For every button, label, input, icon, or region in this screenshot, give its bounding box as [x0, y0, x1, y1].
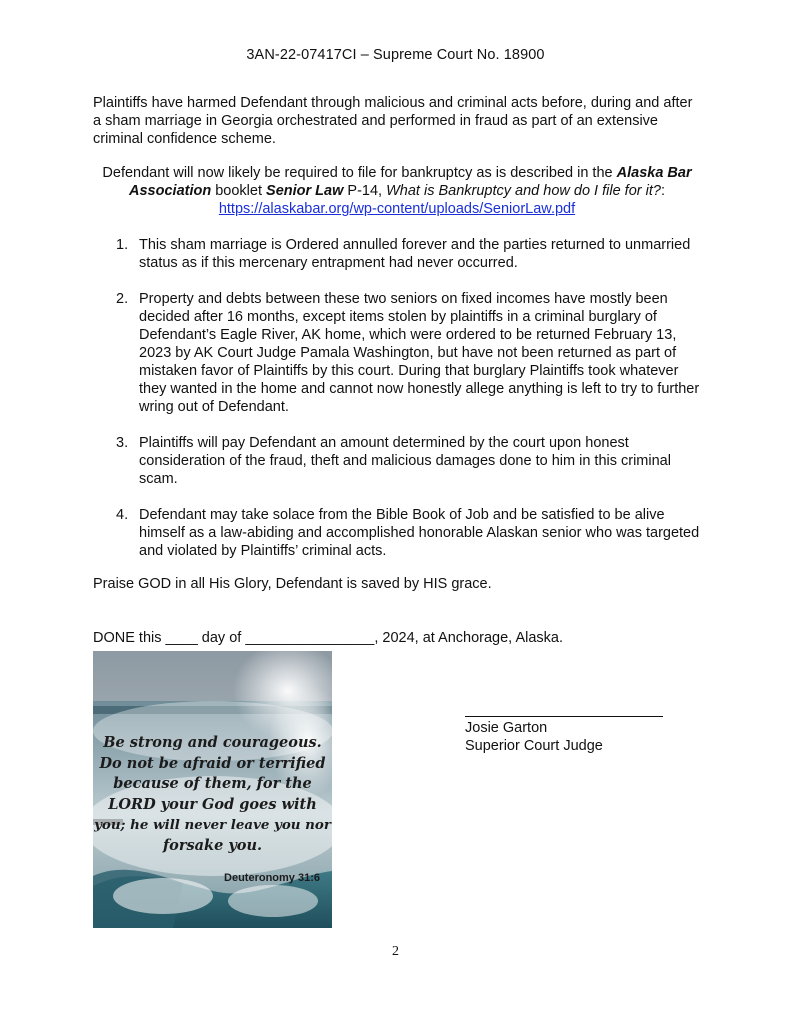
- alaska-bar-association: Alaska Bar Association: [129, 165, 692, 199]
- intro-paragraph: Plaintiffs have harmed Defendant through malicious and criminal acts before, during and after a sham marriage in Georgia orchestrated and performed in fraud as part of an extensive criminal confidence scheme.: [93, 95, 693, 147]
- bankruptcy-colon: :: [660, 183, 665, 199]
- order-number: 3.: [116, 435, 129, 451]
- bankruptcy-text-1: Defendant will now likely be required to file for bankruptcy as is described in the: [102, 165, 617, 181]
- order-item: [93, 236, 703, 272]
- order-text: Property and debts between these two seniors on fixed incomes have mostly been decided after 16 months, except items stolen by plaintiffs in a criminal burglary of Defendant’s Eagle River, AK home, which were ordered to be returned February 13, 2023 by AK Court Judge Pamala Washington, but have not been returned as part of mistaken favor of Plaintiffs by this court. During that burglary Plaintiffs took whatever they wanted in the home and cannot now honestly allege anything is left to try to further wring out of Defendant.: [139, 291, 700, 415]
- page-number: 2: [392, 944, 399, 959]
- bible-verse-image: [93, 651, 332, 928]
- senior-law-title: Senior Law: [266, 183, 344, 199]
- order-item: [93, 506, 703, 560]
- bankruptcy-paragraph: [90, 164, 704, 218]
- orders-list: [93, 236, 703, 578]
- order-number: 4.: [116, 507, 129, 523]
- done-line: DONE this ____ day of ________________, 2024, at Anchorage, Alaska.: [93, 630, 563, 646]
- signature-line: [465, 716, 663, 717]
- verse-line: because of them, for the: [113, 775, 312, 792]
- verse-line: you; he will never leave you nor: [94, 817, 331, 833]
- senior-law-link[interactable]: https://alaskabar.org/wp-content/uploads/SeniorLaw.pdf: [218, 201, 576, 217]
- bankruptcy-question: What is Bankruptcy and how do I file for it?: [386, 183, 661, 199]
- bankruptcy-text-3: P-14,: [343, 183, 387, 199]
- case-number-header: 3AN-22-07417CI – Supreme Court No. 18900: [246, 47, 545, 63]
- verse-reference: Deuteronomy 31:6: [224, 872, 320, 884]
- verse-line: LORD your God goes with: [108, 795, 317, 813]
- order-number: 1.: [116, 237, 129, 253]
- order-text: This sham marriage is Ordered annulled forever and the parties returned to unmarried status as if this mercenary entrapment had never occurred.: [139, 237, 691, 271]
- order-number: 2.: [116, 291, 129, 307]
- praise-line: Praise GOD in all His Glory, Defendant is saved by HIS grace.: [93, 576, 492, 592]
- judge-title: Superior Court Judge: [465, 738, 603, 754]
- order-text: Defendant may take solace from the Bible Book of Job and be satisfied to be alive himself as a law-abiding and accomplished honorable Alaskan senior who was targeted and violated by Plaintiffs’ criminal acts.: [139, 507, 700, 559]
- order-item: [93, 290, 703, 416]
- verse-line: Be strong and courageous.: [103, 734, 322, 751]
- verse-line: Do not be afraid or terrified: [99, 754, 326, 772]
- bankruptcy-text-2: booklet: [211, 183, 267, 199]
- verse-quote: [93, 733, 332, 856]
- judge-name: Josie Garton: [465, 720, 548, 736]
- order-text: Plaintiffs will pay Defendant an amount determined by the court upon honest consideration of the fraud, theft and malicious damages done to him in this criminal scam.: [139, 435, 671, 487]
- verse-line: forsake you.: [162, 836, 263, 854]
- order-item: [93, 434, 703, 488]
